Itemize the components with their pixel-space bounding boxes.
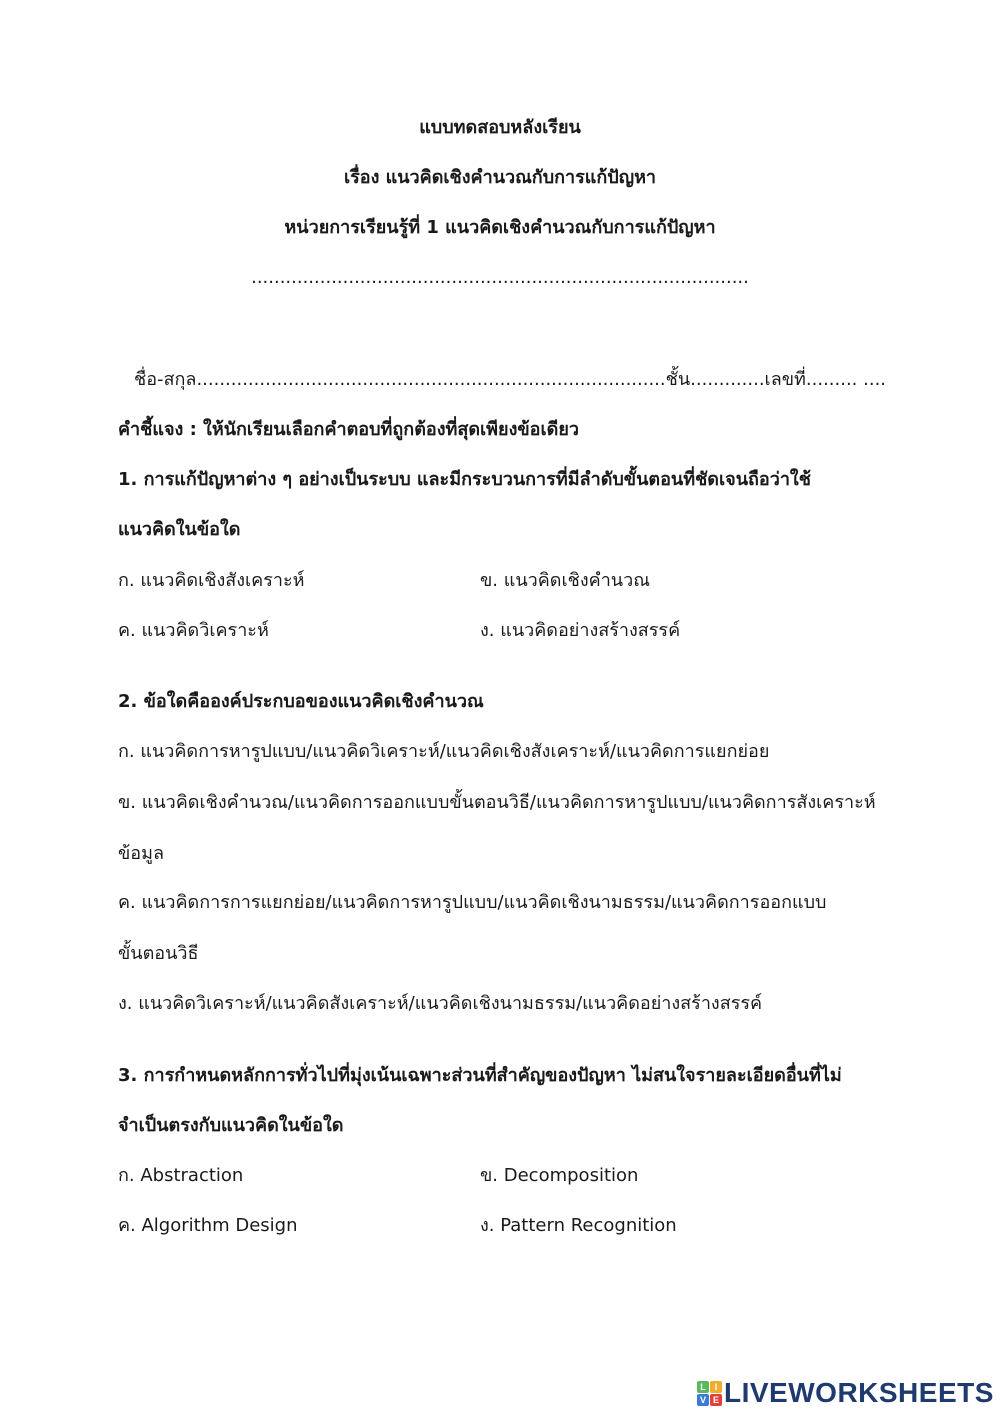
logo-tiles-icon — [697, 1381, 722, 1406]
question-1-text-cont: แนวคิดในข้อใด — [118, 519, 241, 540]
number-label: เลขที่ — [764, 369, 806, 390]
question-2-option-b-cont: ข้อมูล — [118, 843, 165, 864]
question-1-text: 1. การแก้ปัญหาต่าง ๆ อย่างเป็นระบบ และมีกระบวนการที่มีลำดับขั้นตอนที่ชัดเจนถือว่าใช้ — [118, 469, 811, 490]
question-3-text: 3. การกำหนดหลักการทั่วไปที่มุ่งเน้นเฉพาะส่วนที่สำคัญของปัญหา ไม่สนใจรายละเอียดอื่นที่ไม่ — [118, 1065, 842, 1086]
question-1-option-c[interactable]: ค. แนวคิดวิเคราะห์ — [118, 620, 269, 641]
question-2-option-a[interactable]: ก. แนวคิดการหารูปแบบ/แนวคิดวิเคราะห์/แนวคิดเชิงสังเคราะห์/แนวคิดการแยกย่อย — [118, 741, 770, 762]
question-2-option-c[interactable]: ค. แนวคิดการการแยกย่อย/แนวคิดการหารูปแบบ/แนวคิดเชิงนามธรรม/แนวคิดการออกแบบ — [118, 892, 827, 913]
question-2-option-c-cont: ขั้นตอนวิธี — [118, 943, 199, 964]
name-field[interactable]: .................................................................................. — [196, 369, 666, 390]
question-1-option-a[interactable]: ก. แนวคิดเชิงสังเคราะห์ — [118, 570, 305, 591]
question-1-option-b[interactable]: ข. แนวคิดเชิงคำนวณ — [480, 570, 650, 591]
logo-tile-e: E — [710, 1394, 722, 1406]
question-3-option-c[interactable]: ค. Algorithm Design — [118, 1215, 298, 1236]
question-3-option-b[interactable]: ข. Decomposition — [480, 1165, 639, 1186]
worksheet-subject: เรื่อง แนวคิดเชิงคำนวณกับการแก้ปัญหา — [343, 167, 657, 188]
class-field[interactable]: ............. — [690, 369, 765, 390]
logo-text: LIVEWORKSHEETS — [724, 1377, 994, 1408]
question-3-option-d[interactable]: ง. Pattern Recognition — [480, 1215, 677, 1236]
student-info-row — [134, 368, 886, 392]
logo-tile-v: V — [697, 1394, 709, 1406]
question-2-text: 2. ข้อใดคือองค์ประกบอของแนวคิดเชิงคำนวณ — [118, 691, 484, 712]
header-dotted-line: ....................................................................................... — [251, 267, 749, 288]
question-2-option-b[interactable]: ข. แนวคิดเชิงคำนวณ/แนวคิดการออกแบบขั้นตอนวิธี/แนวคิดการหารูปแบบ/แนวคิดการสังเคราะห์ — [118, 792, 876, 813]
worksheet-unit: หน่วยการเรียนรู้ที่ 1 แนวคิดเชิงคำนวณกับการแก้ปัญหา — [284, 217, 716, 238]
worksheet-title: แบบทดสอบหลังเรียน — [419, 117, 581, 138]
question-1-option-d[interactable]: ง. แนวคิดอย่างสร้างสรรค์ — [480, 620, 681, 641]
class-label: ชั้น — [665, 369, 691, 390]
number-field[interactable]: ......... .... — [805, 369, 887, 390]
question-2-option-d[interactable]: ง. แนวคิดวิเคราะห์/แนวคิดสังเคราะห์/แนวคิดเชิงนามธรรม/แนวคิดอย่างสร้างสรรค์ — [118, 993, 763, 1014]
question-3-option-a[interactable]: ก. Abstraction — [118, 1165, 244, 1186]
instructions: คำชี้แจง : ให้นักเรียนเลือกคำตอบที่ถูกต้องที่สุดเพียงข้อเดียว — [118, 419, 579, 440]
question-3-text-cont: จำเป็นตรงกับแนวคิดในข้อใด — [118, 1115, 344, 1136]
logo-tile-l: L — [697, 1381, 709, 1393]
name-label: ชื่อ-สกุล — [134, 369, 197, 390]
liveworksheets-logo — [697, 1378, 994, 1408]
logo-tile-i: I — [710, 1381, 722, 1393]
